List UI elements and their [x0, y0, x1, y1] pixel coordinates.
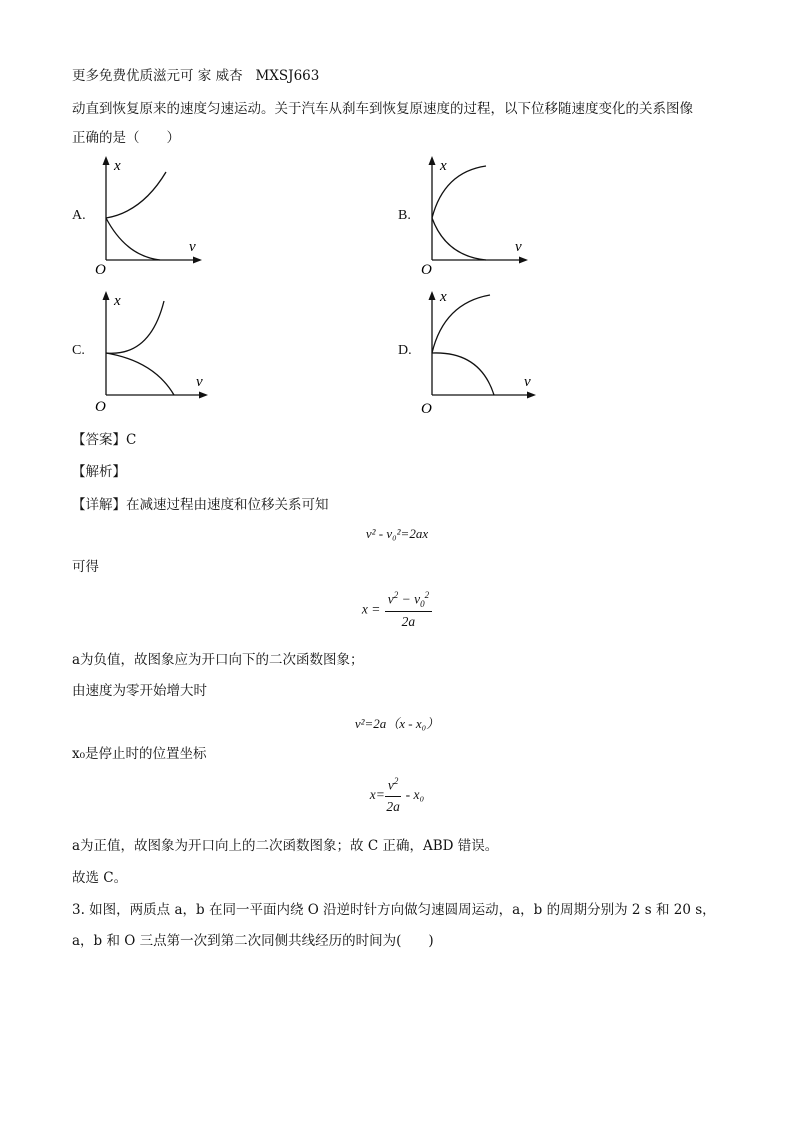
equation-4-numerator: $v^2$: [385, 776, 402, 797]
equation-3: v²=2a（x - x₀）: [354, 716, 440, 731]
keyde-text: 可得: [72, 559, 99, 575]
y-arrow: [103, 291, 110, 300]
origin-label: O: [95, 399, 106, 415]
x-arrow: [199, 392, 208, 399]
detail-tag: 【详解】: [72, 497, 126, 513]
conclusion-text: 故选 C。: [72, 870, 128, 886]
answer-value: C: [126, 432, 137, 448]
answer-line: [72, 430, 136, 450]
equation-4-lhs: x=: [369, 786, 385, 802]
x-arrow: [193, 257, 202, 264]
lower-curve: [432, 353, 494, 395]
question3-line2: a，b 和 O 三点第一次到第二次同侧共线经历的时间为( ): [72, 933, 434, 949]
y-axis-label: x: [440, 289, 447, 305]
y-arrow: [103, 156, 110, 165]
equation-1: v² - v₀²=2ax: [365, 526, 429, 541]
origin-label: O: [421, 262, 432, 278]
y-arrow: [429, 156, 436, 165]
x-axis-label: v: [189, 239, 196, 255]
y-axis-label: x: [440, 158, 447, 174]
y-axis-label: x: [114, 293, 121, 309]
lower-curve: [106, 218, 160, 260]
text-from-zero: 由速度为零开始增大时: [72, 683, 207, 699]
question3-line1: 3. 如图，两质点 a，b 在同一平面内绕 O 沿逆时针方向做匀速圆周运动，a，b 的周期分别为 2 s 和 20 s，: [72, 902, 716, 918]
x-axis-label: v: [515, 239, 522, 255]
equation-2-fraction: [385, 590, 432, 630]
x-arrow: [527, 392, 536, 399]
upper-curve: [106, 172, 166, 218]
analysis-tag: 【解析】: [72, 464, 126, 480]
equation-4: [0, 776, 794, 815]
option-d-graph: [418, 285, 578, 415]
header-code: MXSJ663: [255, 68, 320, 84]
option-a-graph: [92, 150, 252, 280]
option-c-label: C.: [72, 343, 85, 358]
equation-2-denominator: 2a: [401, 614, 416, 630]
equation-2-numerator: $v^2 - v_0^2$: [385, 590, 432, 612]
text-a-positive: a为正值，故图象为开口向上的二次函数图象；故 C 正确，ABD 错误。: [72, 838, 499, 854]
text-x0: x₀是停止时的位置坐标: [72, 746, 207, 762]
header-promo: 更多免费优质滋元可 家 威杏: [72, 68, 243, 84]
detail-line: [72, 495, 329, 515]
origin-label: O: [95, 262, 106, 278]
question2-line2: 正确的是（ ）: [72, 130, 180, 146]
x-axis-label: v: [196, 374, 203, 390]
equation-4-denominator: 2a: [386, 798, 400, 814]
equation-4-fraction: [385, 776, 402, 815]
option-b-graph: [418, 150, 578, 280]
y-arrow: [429, 291, 436, 300]
y-axis-label: x: [114, 158, 121, 174]
x-arrow: [519, 257, 528, 264]
equation-4-rhs: - x₀: [405, 786, 425, 802]
option-a-label: A.: [72, 208, 86, 223]
option-c-graph: [92, 285, 252, 415]
option-d-label: D.: [398, 343, 412, 358]
header-line: [72, 66, 319, 86]
equation-2: [0, 590, 794, 630]
question2-line1: 动直到恢复原来的速度匀速运动。关于汽车从刹车到恢复原速度的过程，以下位移随速度变化的关系图像: [72, 101, 693, 117]
equation-2-lhs: x =: [361, 601, 381, 617]
origin-label: O: [421, 401, 432, 415]
lower-curve: [432, 218, 486, 260]
detail-text: 在减速过程由速度和位移关系可知: [126, 497, 329, 513]
lower-curve: [106, 353, 174, 395]
answer-tag: 【答案】: [72, 432, 126, 448]
option-b-label: B.: [398, 208, 411, 223]
x-axis-label: v: [524, 374, 531, 390]
text-a-negative: a为负值，故图象应为开口向下的二次函数图象；: [72, 652, 364, 668]
